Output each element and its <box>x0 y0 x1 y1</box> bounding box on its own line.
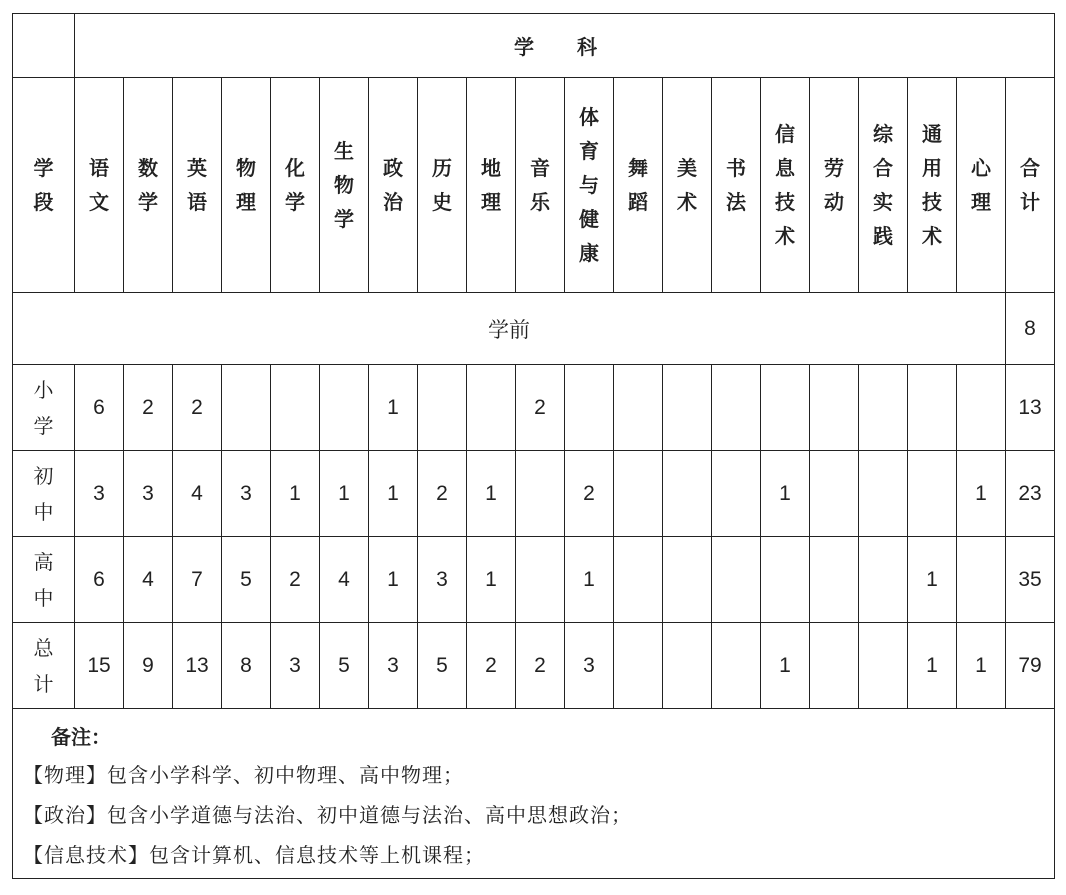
subject-header-text: 劳动 <box>824 156 844 214</box>
preschool-label: 学前 <box>13 293 1006 365</box>
stage-cell-text: 总计 <box>33 635 54 696</box>
count-cell <box>957 537 1006 623</box>
subject-header-text: 化学 <box>285 156 305 214</box>
count-cell: 3 <box>124 451 173 537</box>
count-cell: 2 <box>271 537 320 623</box>
count-cell <box>859 537 908 623</box>
stage-cell <box>13 623 75 709</box>
subject-header <box>859 78 908 293</box>
count-cell <box>712 537 761 623</box>
count-cell: 1 <box>908 623 957 709</box>
count-cell: 1 <box>761 451 810 537</box>
subject-header <box>124 78 173 293</box>
count-cell: 2 <box>516 623 565 709</box>
count-cell: 2 <box>418 451 467 537</box>
corner-cell <box>13 14 75 78</box>
count-cell: 3 <box>222 451 271 537</box>
subject-header <box>516 78 565 293</box>
subject-header-text: 综合实践 <box>873 122 893 248</box>
count-cell <box>712 623 761 709</box>
subject-header-text: 通用技术 <box>922 122 942 248</box>
count-cell: 8 <box>222 623 271 709</box>
subject-header <box>320 78 369 293</box>
count-cell <box>810 537 859 623</box>
count-cell <box>810 365 859 451</box>
header-row <box>13 14 1055 78</box>
subject-header-text: 舞蹈 <box>628 156 648 214</box>
note-line-it: 【信息技术】包含计算机、信息技术等上机课程； <box>23 843 485 867</box>
subject-header-text: 数学 <box>138 156 158 214</box>
notes-title: 备注： <box>51 725 111 749</box>
count-cell <box>614 623 663 709</box>
subject-header-text: 生物学 <box>334 139 354 231</box>
subject-header-text: 音乐 <box>530 156 550 214</box>
count-cell <box>810 623 859 709</box>
stage-cell-text: 小学 <box>33 377 54 438</box>
count-cell <box>516 537 565 623</box>
count-cell: 1 <box>467 451 516 537</box>
count-cell: 1 <box>369 537 418 623</box>
count-cell <box>859 623 908 709</box>
subject-header <box>222 78 271 293</box>
count-cell <box>614 537 663 623</box>
count-cell <box>516 451 565 537</box>
count-cell <box>222 365 271 451</box>
count-cell: 5 <box>222 537 271 623</box>
count-cell: 3 <box>75 451 124 537</box>
count-cell <box>859 365 908 451</box>
subject-header <box>761 78 810 293</box>
notes-row <box>13 709 1055 879</box>
preschool-row <box>13 293 1055 365</box>
subject-header <box>418 78 467 293</box>
subject-header-text: 物理 <box>236 156 256 214</box>
count-cell: 9 <box>124 623 173 709</box>
total-column-header-text: 合计 <box>1020 156 1040 214</box>
stage-column-header <box>13 78 75 293</box>
count-cell <box>663 537 712 623</box>
subject-header <box>369 78 418 293</box>
count-cell: 2 <box>124 365 173 451</box>
count-cell <box>712 451 761 537</box>
table-row <box>13 623 1055 709</box>
subject-header <box>614 78 663 293</box>
subject-header-text: 政治 <box>383 156 403 214</box>
count-cell: 4 <box>124 537 173 623</box>
count-cell <box>663 451 712 537</box>
subject-header <box>810 78 859 293</box>
subject-header-text: 心理 <box>971 156 991 214</box>
subject-names-row <box>13 78 1055 293</box>
total-column-header <box>1006 78 1055 293</box>
count-cell: 5 <box>320 623 369 709</box>
count-cell: 2 <box>173 365 222 451</box>
count-cell: 4 <box>320 537 369 623</box>
note-line-politics: 【政治】包含小学道德与法治、初中道德与法治、高中思想政治； <box>23 803 632 827</box>
subject-header-text: 英语 <box>187 156 207 214</box>
count-cell <box>663 623 712 709</box>
count-cell: 3 <box>565 623 614 709</box>
subject-header <box>908 78 957 293</box>
note-line-physics: 【物理】包含小学科学、初中物理、高中物理； <box>23 763 464 787</box>
count-cell <box>761 537 810 623</box>
count-cell: 3 <box>369 623 418 709</box>
subject-header-text: 语文 <box>89 156 109 214</box>
count-cell <box>663 365 712 451</box>
subject-header-text: 历史 <box>432 156 452 214</box>
count-cell: 2 <box>565 451 614 537</box>
count-cell <box>320 365 369 451</box>
count-cell: 1 <box>467 537 516 623</box>
count-cell: 3 <box>418 537 467 623</box>
subject-header-text: 书法 <box>726 156 746 214</box>
count-cell: 1 <box>957 451 1006 537</box>
stage-cell <box>13 365 75 451</box>
row-total-cell: 23 <box>1006 451 1055 537</box>
count-cell: 6 <box>75 365 124 451</box>
count-cell <box>614 365 663 451</box>
count-cell <box>859 451 908 537</box>
subject-stage-table <box>12 13 1055 879</box>
count-cell: 2 <box>467 623 516 709</box>
subject-group-header: 学 科 <box>75 14 1055 78</box>
count-cell: 1 <box>320 451 369 537</box>
stage-cell <box>13 451 75 537</box>
stage-column-header-text: 学段 <box>33 156 54 214</box>
count-cell: 1 <box>957 623 1006 709</box>
count-cell: 7 <box>173 537 222 623</box>
row-total-cell: 35 <box>1006 537 1055 623</box>
count-cell: 4 <box>173 451 222 537</box>
subject-header <box>173 78 222 293</box>
count-cell: 15 <box>75 623 124 709</box>
count-cell <box>908 451 957 537</box>
row-total-cell: 79 <box>1006 623 1055 709</box>
count-cell: 1 <box>565 537 614 623</box>
subject-header-text: 地理 <box>481 156 501 214</box>
subject-header-text: 体育与健康 <box>579 105 599 265</box>
count-cell: 5 <box>418 623 467 709</box>
table-row <box>13 537 1055 623</box>
count-cell: 1 <box>908 537 957 623</box>
stage-cell-text: 高中 <box>33 549 54 610</box>
count-cell <box>418 365 467 451</box>
subject-header-text: 信息技术 <box>775 122 795 248</box>
count-cell: 1 <box>369 451 418 537</box>
preschool-total: 8 <box>1006 293 1055 365</box>
count-cell <box>810 451 859 537</box>
count-cell <box>614 451 663 537</box>
count-cell <box>761 365 810 451</box>
subject-header <box>712 78 761 293</box>
count-cell: 6 <box>75 537 124 623</box>
count-cell <box>271 365 320 451</box>
table-row <box>13 365 1055 451</box>
subject-header <box>565 78 614 293</box>
count-cell: 2 <box>516 365 565 451</box>
stage-cell <box>13 537 75 623</box>
count-cell: 3 <box>271 623 320 709</box>
subject-header <box>467 78 516 293</box>
count-cell: 1 <box>761 623 810 709</box>
count-cell <box>908 365 957 451</box>
count-cell <box>467 365 516 451</box>
count-cell <box>957 365 1006 451</box>
subject-header <box>957 78 1006 293</box>
subject-header <box>271 78 320 293</box>
subject-header <box>663 78 712 293</box>
subject-header-text: 美术 <box>677 156 697 214</box>
row-total-cell: 13 <box>1006 365 1055 451</box>
count-cell: 1 <box>271 451 320 537</box>
count-cell <box>712 365 761 451</box>
stage-cell-text: 初中 <box>33 463 54 524</box>
table-row <box>13 451 1055 537</box>
count-cell <box>565 365 614 451</box>
count-cell: 1 <box>369 365 418 451</box>
count-cell: 13 <box>173 623 222 709</box>
notes-cell <box>13 709 1055 879</box>
subject-header <box>75 78 124 293</box>
